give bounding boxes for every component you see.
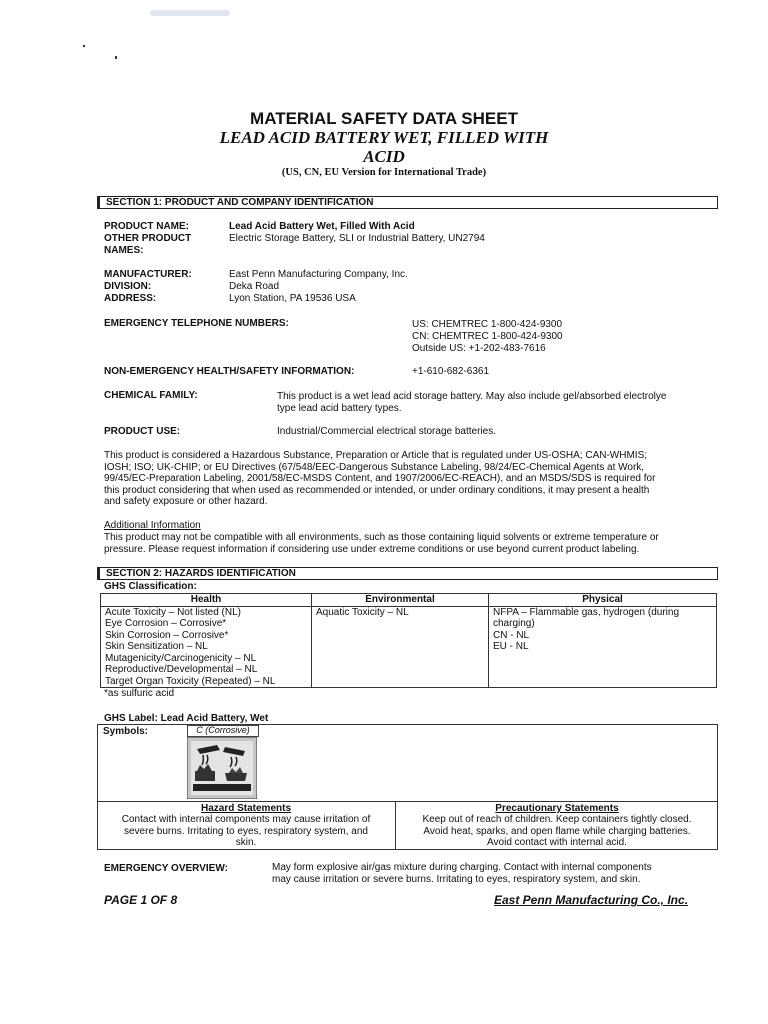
label-column-divider xyxy=(395,801,396,850)
precautionary-statement-line: Avoid heat, sparks, and open flame while charging batteries. xyxy=(423,825,691,837)
product-name-label: PRODUCT NAME: xyxy=(104,221,189,232)
ghs-classification-table xyxy=(100,593,717,688)
product-use-label: PRODUCT USE: xyxy=(104,426,181,437)
document-version: (US, CN, EU Version for International Trade) xyxy=(281,167,487,178)
column-header-health: Health xyxy=(101,594,312,607)
table-row xyxy=(101,606,717,688)
hazard-paragraph xyxy=(104,450,724,508)
additional-info-heading: Additional Information xyxy=(104,520,201,531)
column-header-physical: Physical xyxy=(489,594,717,607)
physical-item: charging) xyxy=(493,618,535,629)
column-header-environmental: Environmental xyxy=(312,594,489,607)
ghs-classification-label: GHS Classification: xyxy=(104,581,197,592)
hazard-paragraph-line: and safety exposure or other hazard. xyxy=(104,496,268,508)
address-value: Lyon Station, PA 19536 USA xyxy=(229,293,356,304)
hazard-paragraph-line: this product considering that when used as recommended or intended, or under ordinary conditions, it may present a health xyxy=(104,484,650,496)
physical-item: NFPA – Flammable gas, hydrogen (during xyxy=(493,606,680,618)
scan-speck xyxy=(115,56,117,59)
symbol-caption: C (Corrosive) xyxy=(187,725,259,737)
precautionary-statement-line: Avoid contact with internal acid. xyxy=(487,837,627,848)
chemical-family-line-2: type lead acid battery types. xyxy=(277,403,402,414)
footer-company: East Penn Manufacturing Co., Inc. xyxy=(494,893,689,907)
hazard-statement-line: severe burns. Irritating to eyes, respiratory system, and xyxy=(124,825,368,837)
product-name-value: Lead Acid Battery Wet, Filled With Acid xyxy=(229,221,415,232)
health-item: Acute Toxicity – Not listed (NL) xyxy=(105,606,241,618)
hazard-paragraph-line: IOSH; ISO; UK-CHIP; or EU Directives (67/548/EEC-Dangerous Substance Labeling, 98/24/EC-Chemical Agents at Work, xyxy=(104,461,645,473)
hazard-statements-heading: Hazard Statements xyxy=(200,803,292,814)
ghs-label-heading: GHS Label: Lead Acid Battery, Wet xyxy=(104,713,269,724)
other-names-value: Electric Storage Battery, SLI or Industrial Battery, UN2794 xyxy=(229,233,485,244)
other-names-label-1: OTHER PRODUCT xyxy=(104,233,192,244)
emergency-overview-label: EMERGENCY OVERVIEW: xyxy=(104,863,228,874)
scan-smudge xyxy=(150,10,230,16)
chemical-family-label: CHEMICAL FAMILY: xyxy=(104,390,198,401)
health-item: Mutagenicity/Carcinogenicity – NL xyxy=(105,652,257,664)
health-item: Eye Corrosion – Corrosive* xyxy=(105,618,227,629)
emergency-phone-us: US: CHEMTREC 1-800-424-9300 xyxy=(412,319,563,330)
page-number: PAGE 1 OF 8 xyxy=(104,893,178,907)
section-1-title: SECTION 1: PRODUCT AND COMPANY IDENTIFICATION xyxy=(106,197,374,208)
emergency-overview-line: May form explosive air/gas mixture during charging. Contact with internal components xyxy=(272,862,652,873)
physical-cell xyxy=(489,606,717,688)
health-item: Reproductive/Developmental – NL xyxy=(105,664,258,675)
scan-speck xyxy=(83,45,85,47)
emergency-phone-cn: CN: CHEMTREC 1-800-424-9300 xyxy=(412,331,563,342)
address-label: ADDRESS: xyxy=(104,293,157,304)
additional-info-line: pressure. Please request information if considering use under extreme conditions or use beyond current product labeling. xyxy=(104,543,640,555)
physical-item: EU - NL xyxy=(493,641,529,652)
footnote: *as sulfuric acid xyxy=(104,688,175,699)
additional-info-line: This product may not be compatible with all environments, such as those containing liquid solvents or extreme temperature or xyxy=(104,532,659,543)
label-divider xyxy=(97,801,718,802)
health-item: Skin Sensitization – NL xyxy=(105,641,208,652)
emergency-overview-line: may cause irritation or severe burns. Irritating to eyes, respiratory system, and skin. xyxy=(272,874,641,885)
health-item: Skin Corrosion – Corrosive* xyxy=(105,629,229,641)
precautionary-statement-line: Keep out of reach of children. Keep containers tightly closed. xyxy=(422,814,692,825)
section-2-title: SECTION 2: HAZARDS IDENTIFICATION xyxy=(106,568,296,579)
hazard-statement-line: Contact with internal components may cause irritation of xyxy=(121,814,371,825)
product-use-value: Industrial/Commercial electrical storage batteries. xyxy=(277,426,496,437)
table-header-row xyxy=(101,594,717,607)
manufacturer-label: MANUFACTURER: xyxy=(104,269,192,280)
manufacturer-value: East Penn Manufacturing Company, Inc. xyxy=(229,269,408,280)
precautionary-statements-heading: Precautionary Statements xyxy=(495,803,619,814)
emergency-overview-text xyxy=(272,862,652,886)
precautionary-statements xyxy=(397,803,717,849)
health-item: Target Organ Toxicity (Repeated) – NL xyxy=(105,675,276,687)
hazard-statements xyxy=(98,803,394,849)
subtitle-line-2: ACID xyxy=(363,147,405,166)
environmental-cell xyxy=(312,606,489,688)
physical-item: CN - NL xyxy=(493,629,530,641)
division-label: DIVISION: xyxy=(104,281,152,292)
hazard-paragraph-line: This product is considered a Hazardous Substance, Preparation or Article that is regulated under US-OSHA; CAN-WHMIS; xyxy=(104,450,648,461)
hazard-paragraph-line: 99/45/EC-Preparation Labeling, 2001/58/EC-MSDS Content, and 1907/2006/EC-REACH), and an MSDS/SDS is required for xyxy=(104,473,656,485)
section-2-header xyxy=(97,567,718,580)
hazard-statement-line: skin. xyxy=(235,837,257,848)
corrosive-pictogram-icon xyxy=(187,737,257,799)
division-value: Deka Road xyxy=(229,281,280,292)
nonemergency-label: NON-EMERGENCY HEALTH/SAFETY INFORMATION: xyxy=(104,366,355,377)
additional-info-paragraph xyxy=(104,532,724,555)
section-1-header xyxy=(97,196,718,209)
subtitle-line-1: LEAD ACID BATTERY WET, FILLED WITH xyxy=(219,128,549,147)
other-names-label-2: NAMES: xyxy=(104,245,144,256)
symbols-label: Symbols: xyxy=(103,726,149,737)
document-title: MATERIAL SAFETY DATA SHEET xyxy=(250,109,518,128)
emergency-phone-outside: Outside US: +1-202-483-7616 xyxy=(412,343,546,354)
document-subtitle xyxy=(0,128,768,166)
chemical-family-line-1: This product is a wet lead acid storage battery. May also include gel/absorbed electrolye xyxy=(277,391,667,402)
environmental-item: Aquatic Toxicity – NL xyxy=(316,606,409,618)
health-cell xyxy=(101,606,312,688)
nonemergency-value: +1-610-682-6361 xyxy=(412,366,490,377)
emergency-phone-label: EMERGENCY TELEPHONE NUMBERS: xyxy=(104,318,289,329)
